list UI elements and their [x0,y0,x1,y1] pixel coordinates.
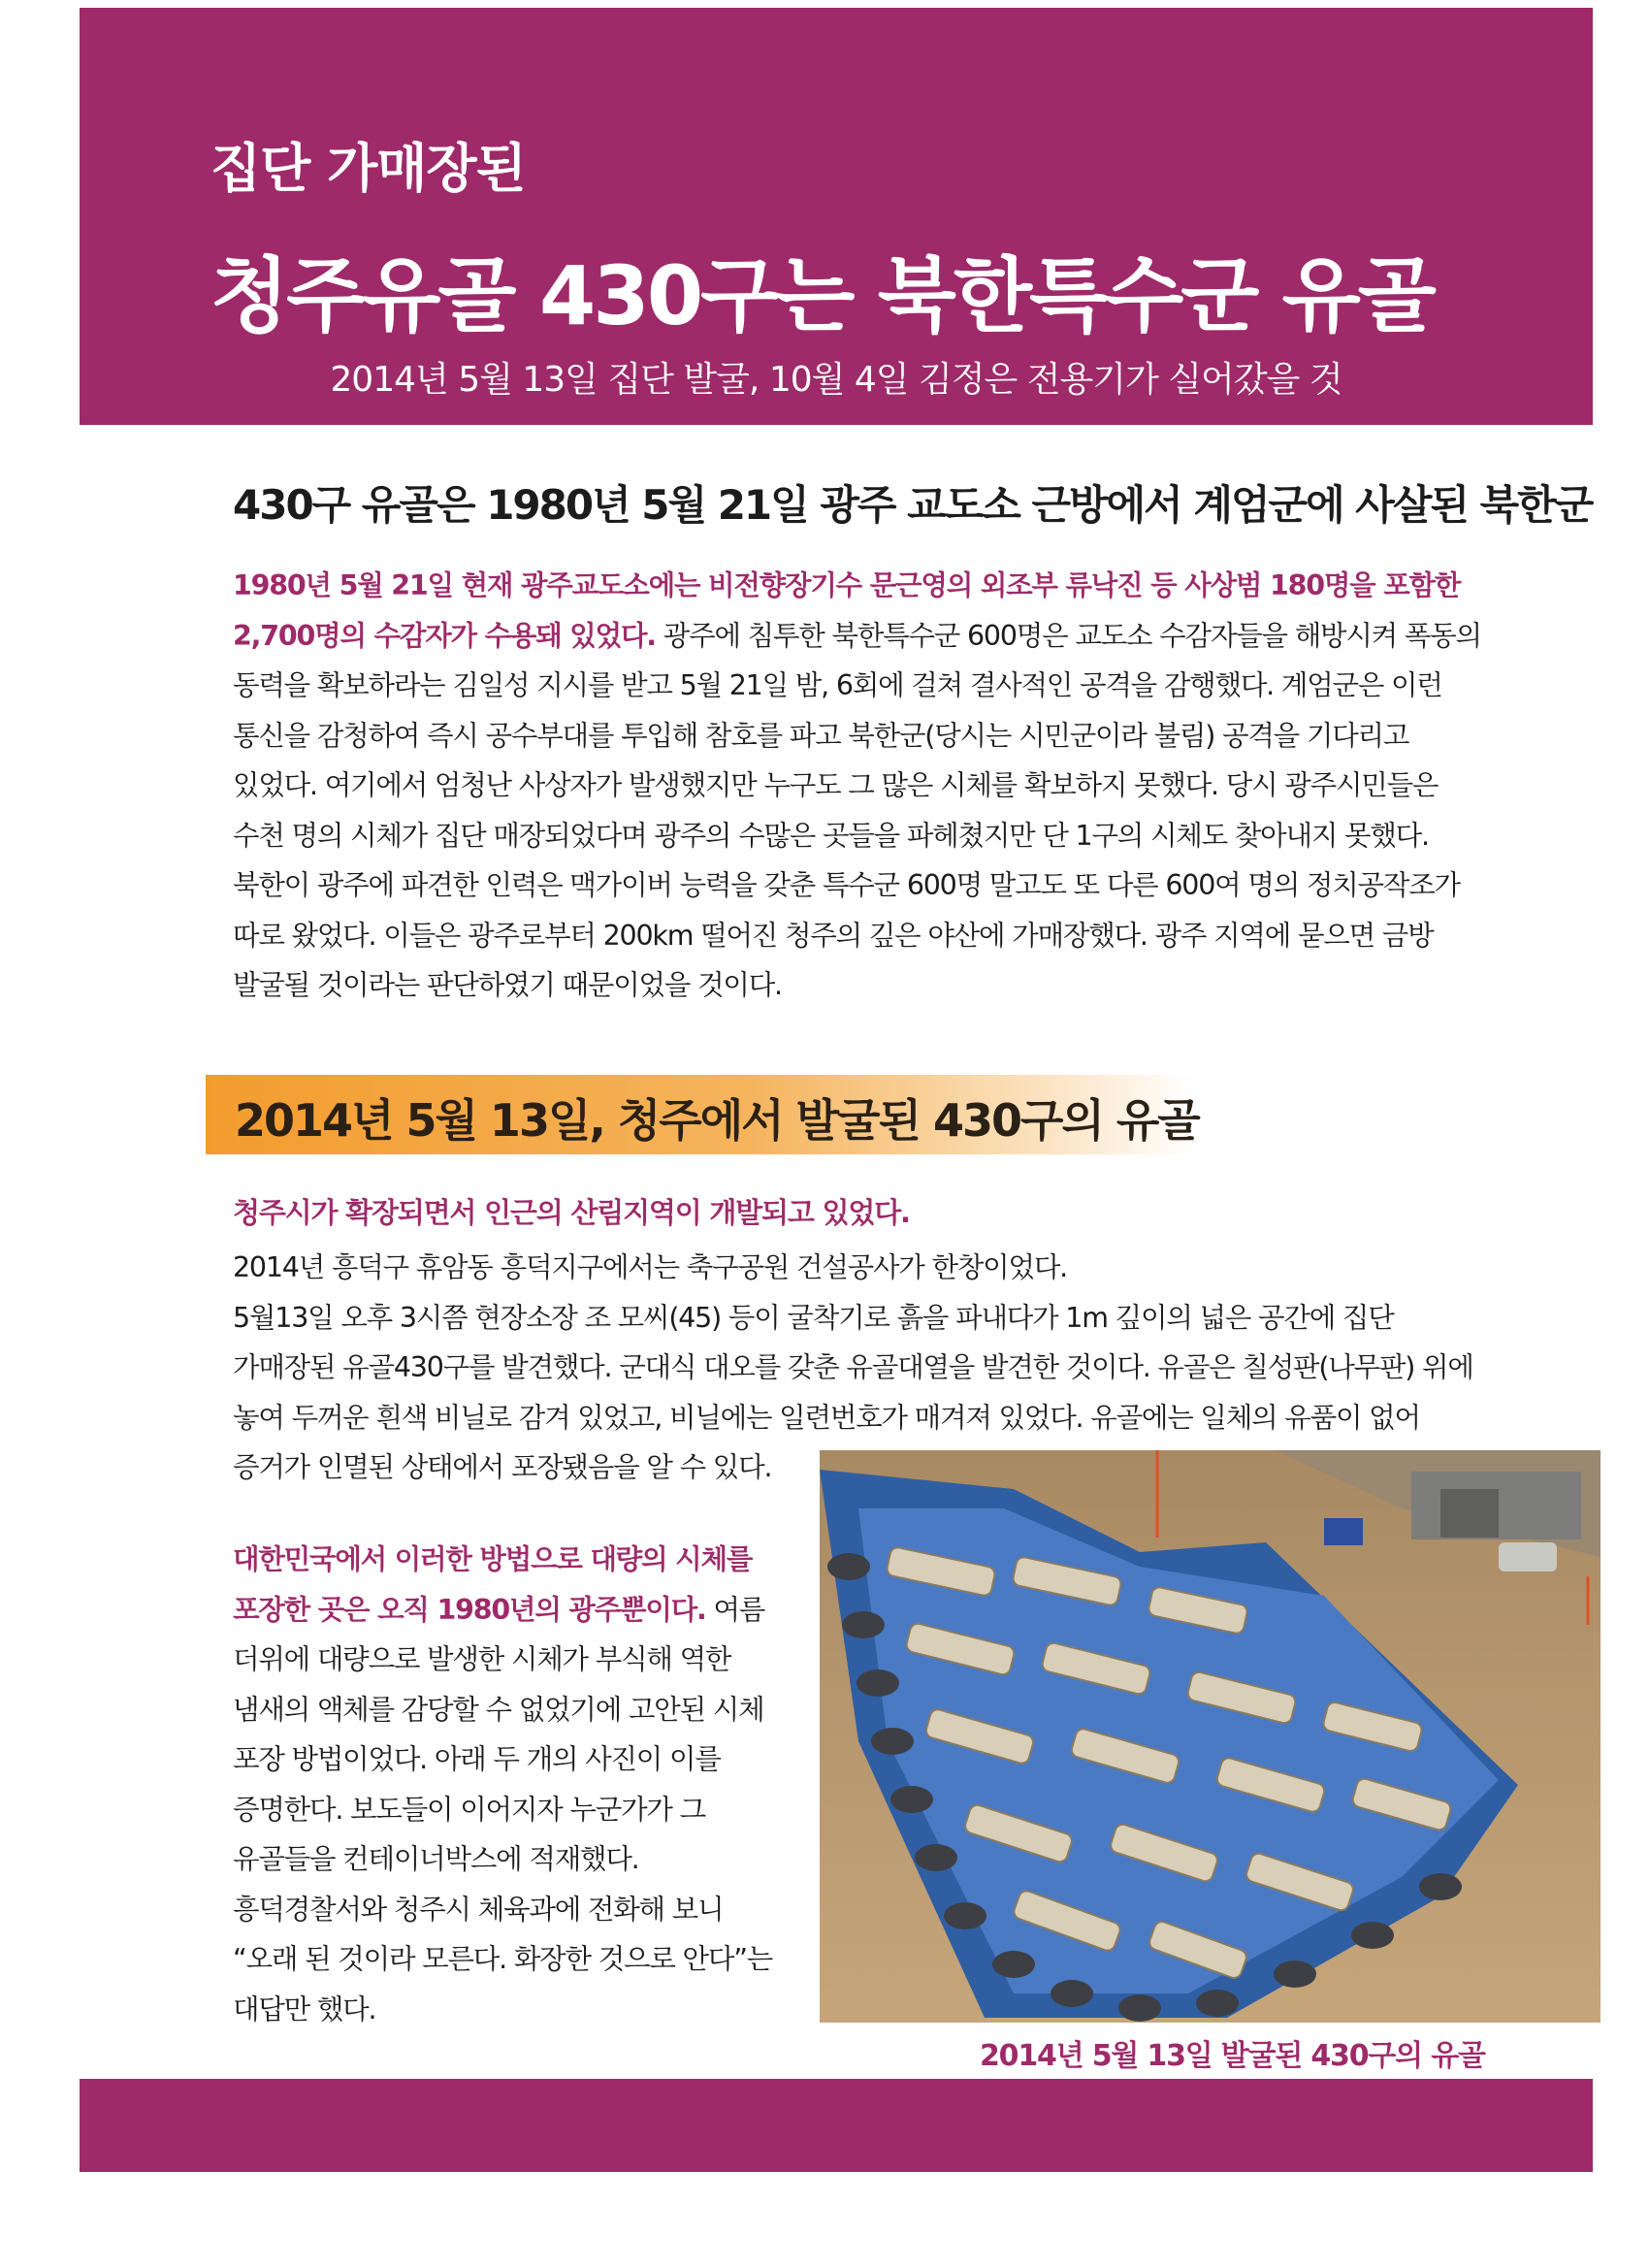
section2-banner [206,1075,1199,1154]
section1-text: 광주에 침투한 북한특수군 600명은 교도소 수감자들을 해방시켜 폭동의 동력을 확보하라는 김일성 지시를 받고 5월 21일 밤, 6회에 걸쳐 결사적인 공격을 감행했다. 계엄군은 이런 통신을 감청하여 즉시 공수부대를 투입해 참호를 파고 북한군(당시는 시민군이라 불림) 공격을 기다리고 있었다. 여기에서 엄청난 사상자가 발생했지만 누구도 그 많은 시체를 확보하지 못했다. 당시 광주시민들은 수천 명의 시체가 집단 매장되었다며 광주의 수많은 곳들을 파헤쳤지만 단 1구의 시체도 찾아내지 못했다. 북한이 광주에 파견한 인력은 맥가이버 능력을 갖춘 특수군 600명 말고도 또 다른 600여 명의 정치공작조가 따로 왔었다. 이들은 광주로부터 200km 떨어진 청주의 깊은 야산에 가매장했다. 광주 지역에 묻으면 금방 발굴될 것이라는 판단하였기 때문이었을 것이다. [233,619,1481,1001]
title-small: 집단 가매장된 [210,138,526,199]
header-banner [80,8,1593,425]
section2-lead: 청주시가 확장되면서 인근의 산림지역이 개발되고 있었다. [233,1196,910,1229]
excavation-photo [820,1450,1600,2023]
section1-lead: 1980년 5월 21일 현재 광주교도소에는 비전향장기수 문근영의 외조부 류낙진 등 사상범 180명을 포함한 2,700명의 수감자가 수용돼 있었다. [233,569,1461,652]
section2-body2: 여름 더위에 대량으로 발생한 시체가 부식해 역한 냄새의 액체를 감당할 수 없었기에 고안된 시체 포장 방법이었다. 아래 두 개의 사진이 이를 증명한다. 보도들이 이어지자 누군가가 그 유골들을 컨테이너박스에 적재했다. 흥덕경찰서와 청주시 체육과에 전화해 보니 “오래 된 것이라 모른다. 화장한 것으로 안다”는 대답만 했다. [233,1593,773,2025]
footer-bar [80,2079,1593,2172]
section1-body [233,561,1484,1011]
title-main: 청주유골 430구는 북한특수군 유골 [210,248,1434,343]
section2-side-text [233,1535,791,2034]
section1-heading: 430구 유골은 1980년 5월 21일 광주 교도소 근방에서 계엄군에 사살된 북한군 [233,481,1593,529]
section2-lead2: 대한민국에서 이러한 방법으로 대량의 시체를 포장한 곳은 오직 1980년의 광주뿐이다. [233,1543,753,1626]
section2-para1: 2014년 흥덕구 휴암동 흥덕지구에서는 축구공원 건설공사가 한창이었다. [233,1251,1068,1283]
photo-caption: 2014년 5월 13일 발굴된 430구의 유골 [980,2039,1485,2073]
section2-heading: 2014년 5월 13일, 청주에서 발굴된 430구의 유골 [235,1094,1199,1147]
section2-para3: 증거가 인멸된 상태에서 포장됐음을 알 수 있다. [233,1451,772,1483]
subtitle: 2014년 5월 13일 집단 발굴, 10월 4일 김정은 전용기가 실어갔을 것 [330,360,1342,400]
section2-para2: 5월13일 오후 3시쯤 현장소장 조 모씨(45) 등이 굴착기로 흙을 파내다가 1m 깊이의 넓은 공간에 집단 가매장된 유골430구를 발견했다. 군대식 대오를 갖춘 유골대열을 발견한 것이다. 유골은 칠성판(나무판) 위에 놓여 두꺼운 흰색 비닐로 감겨 있었고, 비닐에는 일련번호가 매겨져 있었다. 유골에는 일체의 유품이 없어 [233,1301,1473,1434]
